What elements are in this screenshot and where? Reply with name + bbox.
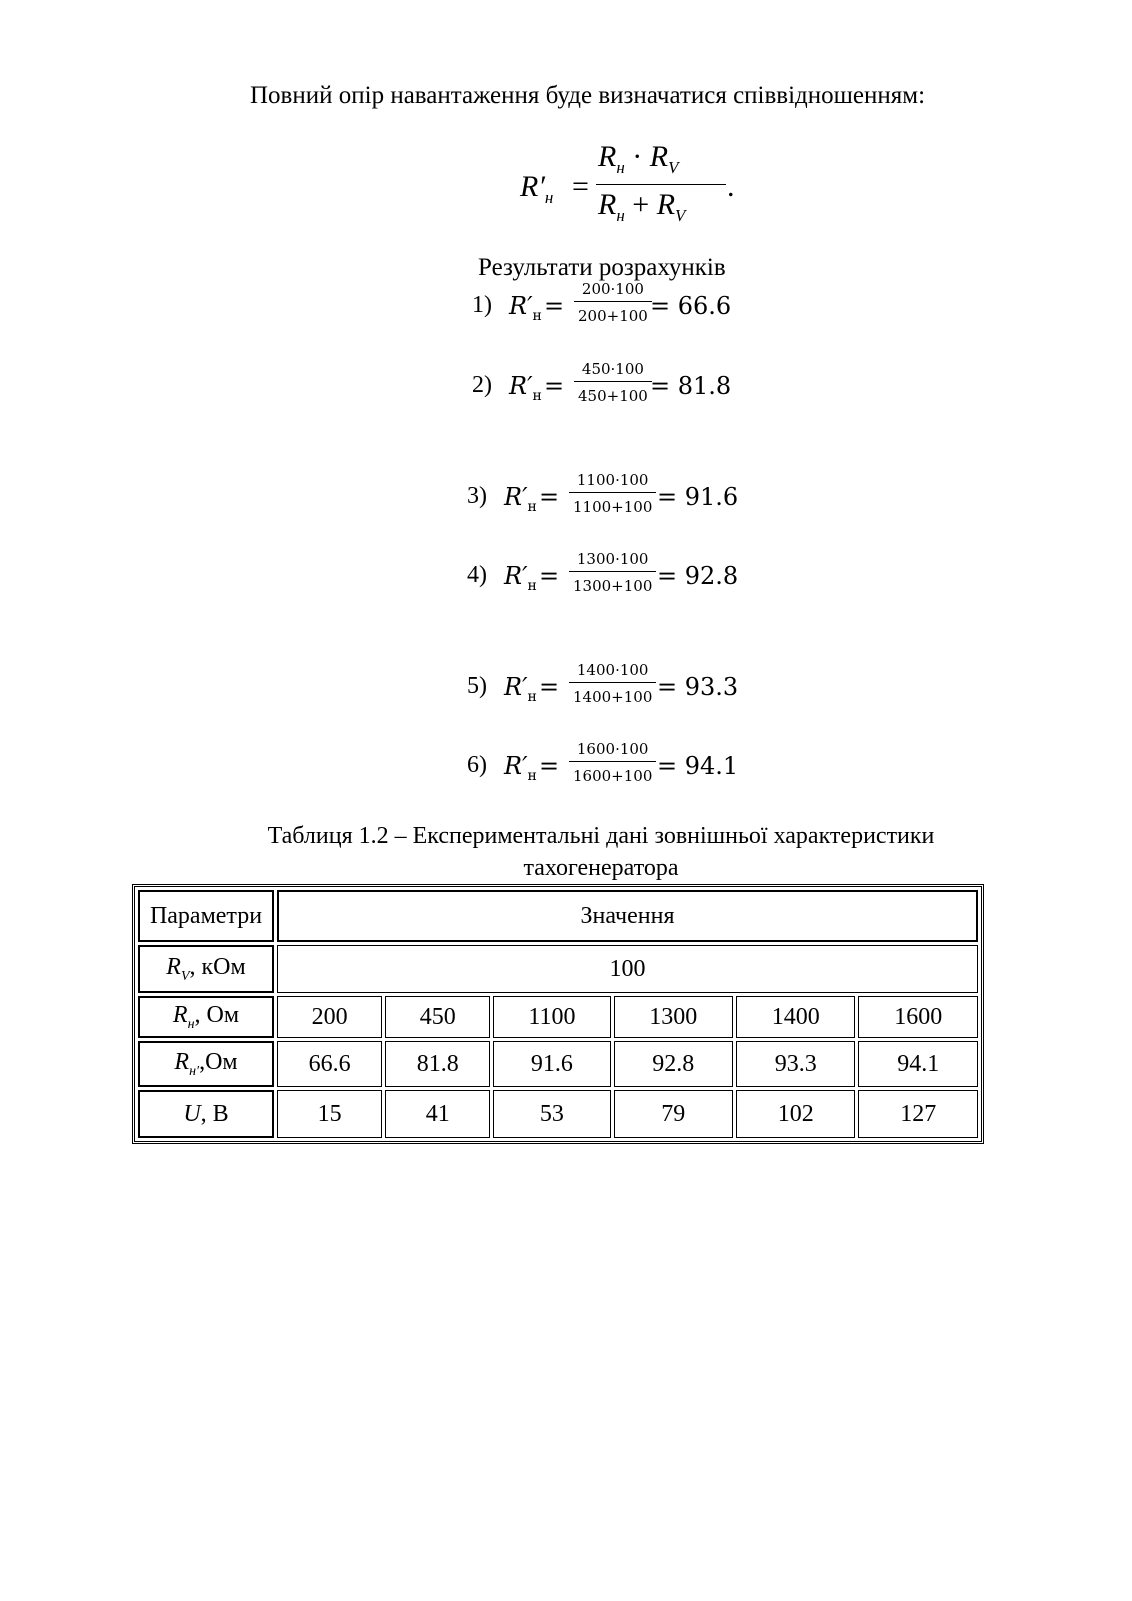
formula-equals: = <box>572 170 589 203</box>
result-value: = 66.6 <box>650 292 732 320</box>
result-symbol: $R'_н$ <box>509 292 542 324</box>
result-fraction: $\frac{1300\cdot 100}{1300+100}$ <box>569 550 656 595</box>
table-row-u <box>138 1090 978 1138</box>
table-cell: 15 <box>277 1090 382 1138</box>
result-value: = 91.6 <box>657 483 739 511</box>
result-value: = 81.8 <box>650 372 732 400</box>
table-row-rv <box>138 945 978 993</box>
table-cell: 450 <box>385 996 490 1038</box>
table-cell: 79 <box>614 1090 733 1138</box>
formula-numerator: $R_н \cdot R_V$ <box>598 140 679 177</box>
intro-text: Повний опір навантаження буде визначатися співвідношенням: <box>250 82 926 109</box>
formula-fraction-bar <box>596 184 726 185</box>
row-label-rn: $R_н$, Ом <box>138 996 274 1038</box>
table-cell: 53 <box>493 1090 610 1138</box>
result-symbol: $R'_н$ <box>504 483 537 515</box>
result-value: = 92.8 <box>657 562 739 590</box>
table-cell: 1400 <box>736 996 855 1038</box>
table-cell: 102 <box>736 1090 855 1138</box>
table-row-rn <box>138 996 978 1038</box>
table-cell: 1100 <box>493 996 610 1038</box>
result-fraction: $\frac{1400\cdot 100}{1400+100}$ <box>569 661 656 706</box>
result-symbol: $R'_н$ <box>504 673 537 705</box>
result-value: = 94.1 <box>657 752 739 780</box>
result-fraction: $\frac{1600\cdot 100}{1600+100}$ <box>569 740 656 785</box>
result-value: = 93.3 <box>657 673 739 701</box>
result-fraction: $\frac{200\cdot 100}{200+100}$ <box>574 280 652 325</box>
result-fraction: $\frac{1100\cdot 100}{1100+100}$ <box>569 471 656 516</box>
result-symbol: $R'_н$ <box>504 752 537 784</box>
table-cell: 127 <box>858 1090 978 1138</box>
table-cell: 94.1 <box>858 1041 978 1087</box>
table-header-row <box>138 890 978 942</box>
header-values: Значення <box>277 890 978 942</box>
row-label-u: U, В <box>138 1090 274 1138</box>
table-cell: 41 <box>385 1090 490 1138</box>
table-cell: 66.6 <box>277 1041 382 1087</box>
result-symbol: $R'_н$ <box>504 562 537 594</box>
table-cell: 92.8 <box>614 1041 733 1087</box>
table-caption: Таблиця 1.2 – Експериментальні дані зовнішньої характеристики тахогенератора <box>267 823 935 881</box>
header-params: Параметри <box>138 890 274 942</box>
table-cell: 93.3 <box>736 1041 855 1087</box>
table-cell: 91.6 <box>493 1041 610 1087</box>
result-fraction: $\frac{450\cdot 100}{450+100}$ <box>574 360 652 405</box>
table-cell: 200 <box>277 996 382 1038</box>
row-label-rv: $R_V$, кОм <box>138 945 274 993</box>
table-cell: 1600 <box>858 996 978 1038</box>
rv-value: 100 <box>277 945 978 993</box>
table-cell: 1300 <box>614 996 733 1038</box>
formula-period: . <box>727 170 735 203</box>
result-symbol: $R'_н$ <box>509 372 542 404</box>
table-cell: 81.8 <box>385 1041 490 1087</box>
row-label-rn-prime: $R_{н'},Ом$ <box>138 1041 274 1087</box>
formula-denominator: $R_н + R_V$ <box>598 188 686 225</box>
experimental-data-table <box>132 884 984 1144</box>
load-resistance-formula <box>520 140 735 235</box>
results-title: Результати розрахунків <box>478 254 726 281</box>
table-row-rn-prime <box>138 1041 978 1087</box>
formula-lhs: $R'_н$ <box>520 170 554 207</box>
